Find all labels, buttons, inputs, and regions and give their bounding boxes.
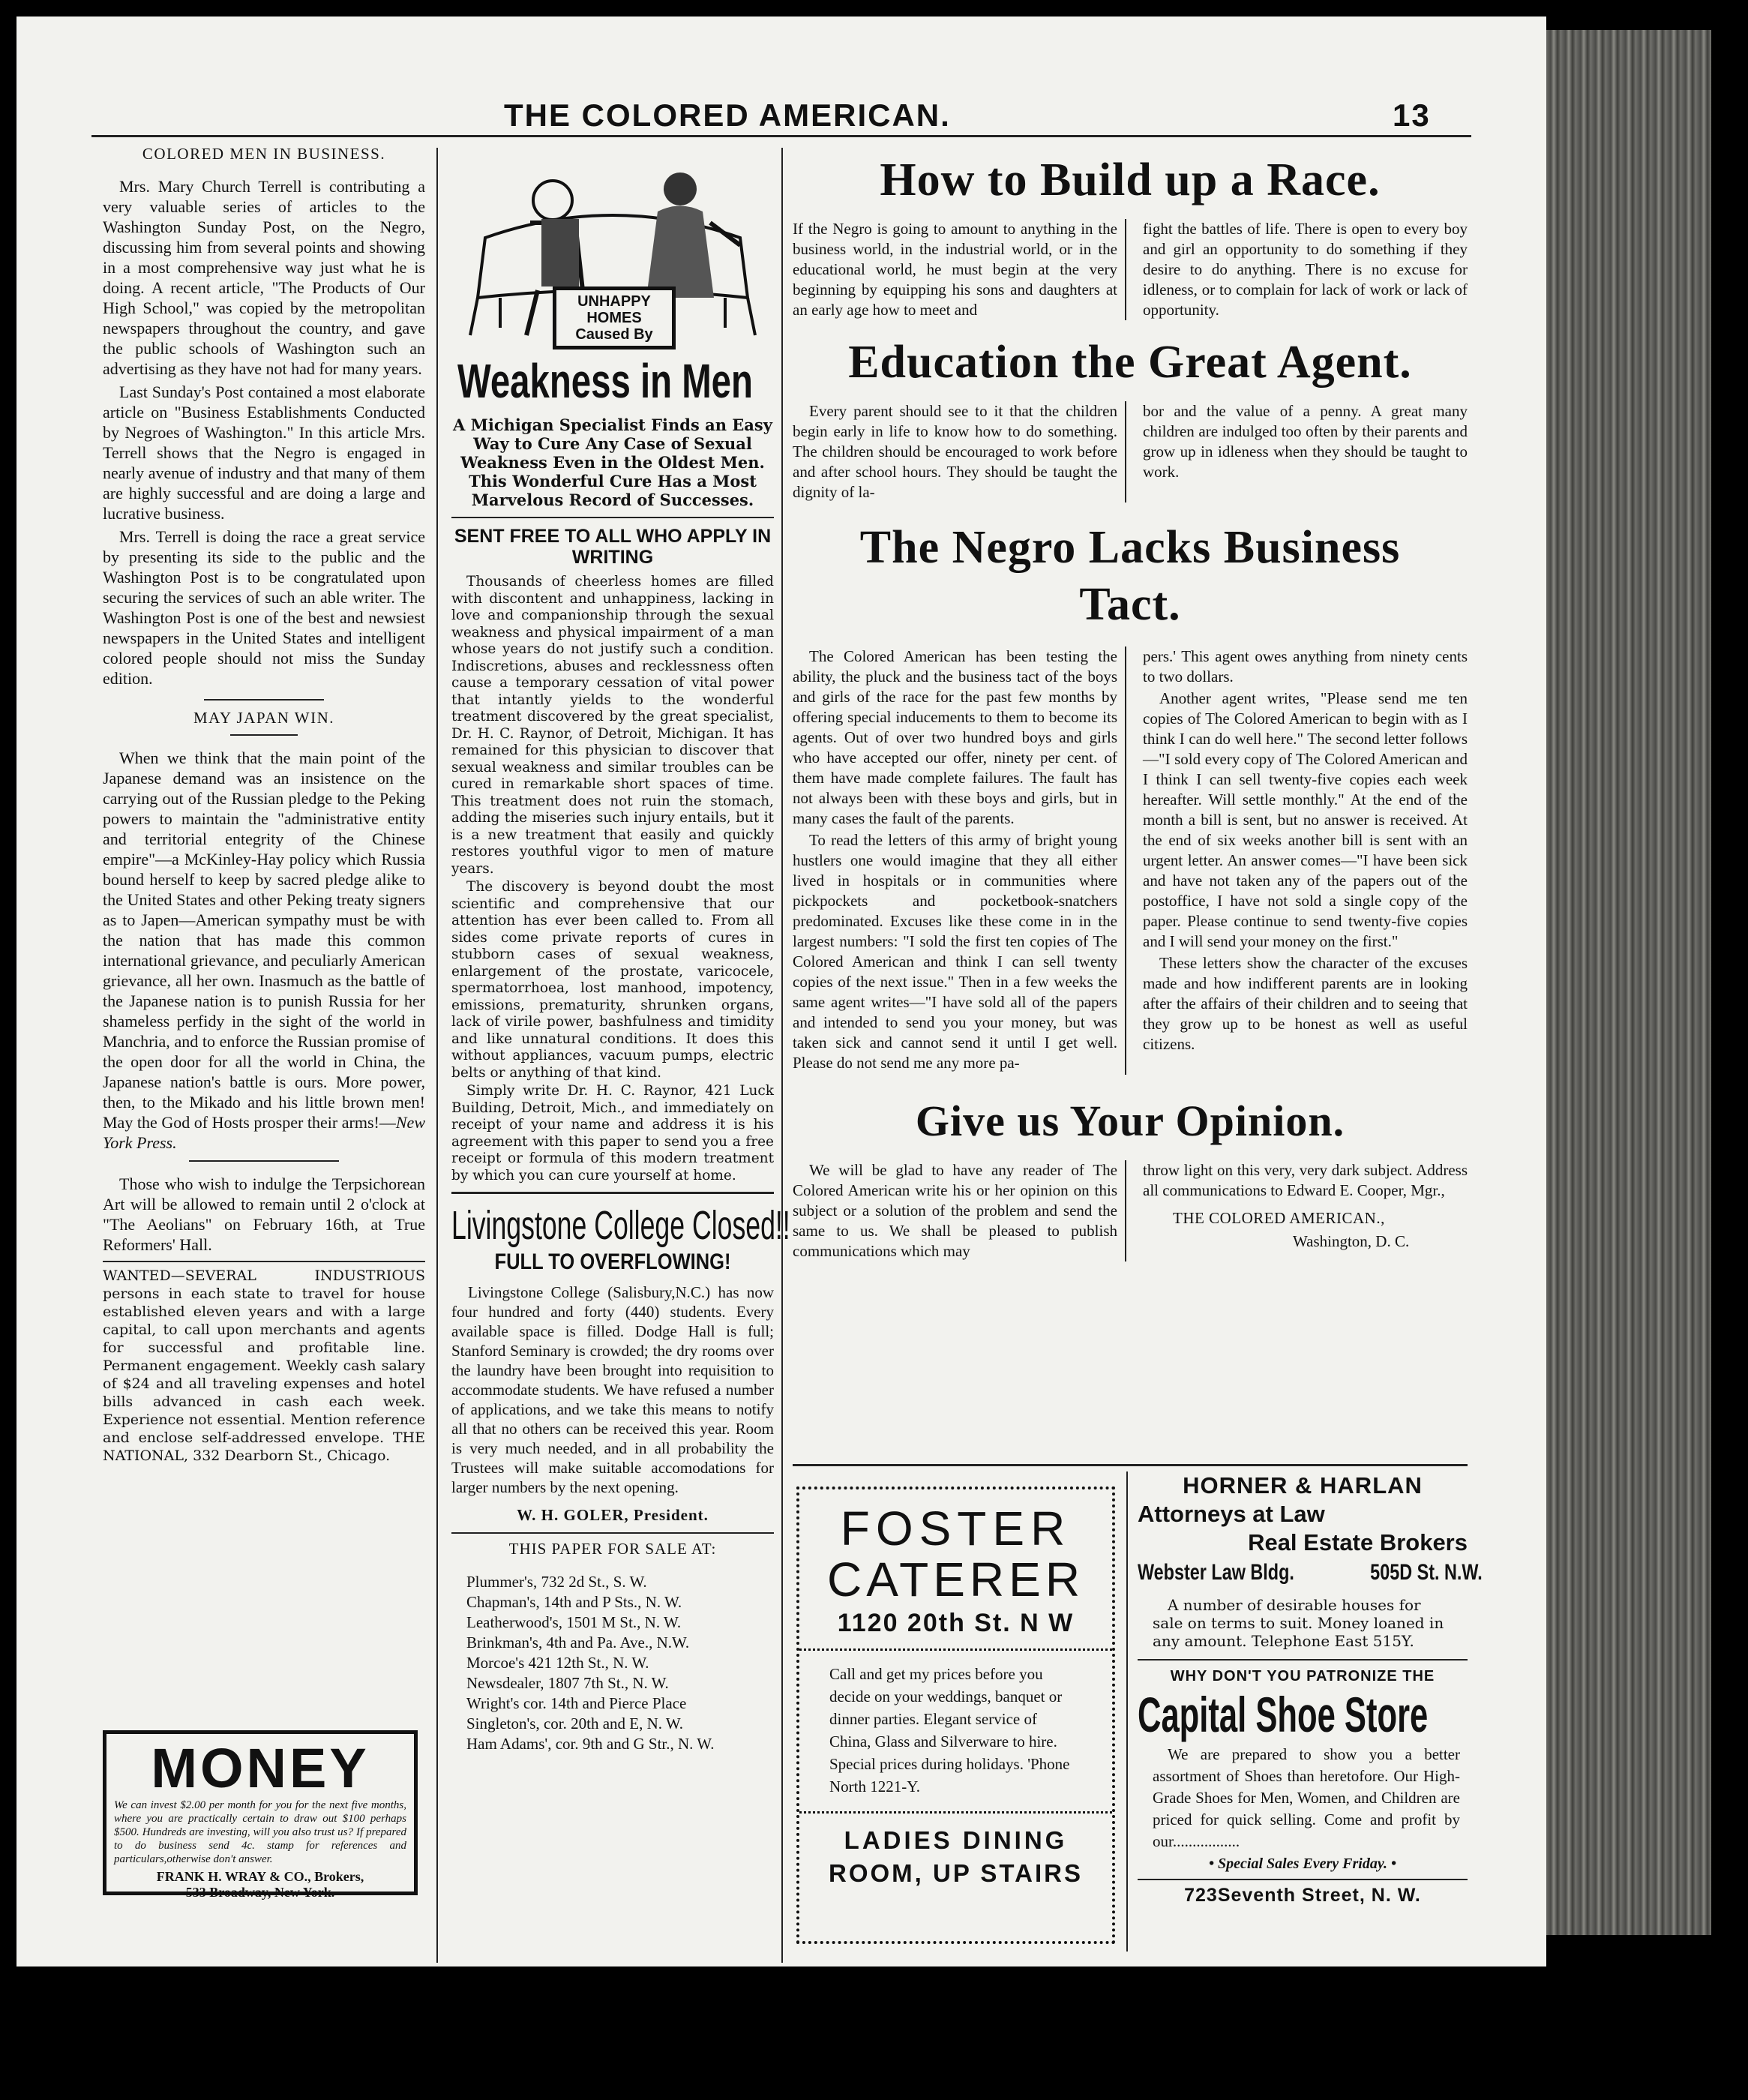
race-right: fight the battles of life. There is open to every boy and girl an opportunity to do something if they desire to do anything. There is no excuse for idleness, or to complain for lack of work or lack of opportunity. [1143,220,1468,319]
column-1 [103,144,425,1465]
tact-left [793,646,1126,1075]
foster-footer1: LADIES DINING [844,1826,1068,1854]
opinion-body [793,1160,1468,1262]
sale-location: Plummer's, 732 2d St., S. W. [466,1573,647,1591]
sale-location: Chapman's, 14th and P Sts., N. W. [466,1593,682,1611]
tact-paragraph: To read the letters of this army of bright young hustlers one would imagine that they all either lived in hospitals or in communities where pickpockets and pocketbook-snatchers predominated. Excuses like these come in in the largest numbers: "I sold the first ten copies of The Colored American and think I can sell twenty copies of the next issue." Then in a few weeks the same agent writes—"I have sold all of the papers and intended to send you your money, but was taken sick and cannot send it until I get well. Please do not send me any more pa- [793,831,1117,1072]
horner-bldg: Webster Law Bldg. [1138,1560,1294,1585]
sale-location: Morcoe's 421 12th St., N. W. [466,1654,649,1672]
opinion-left: We will be glad to have any reader of The Colored American write his or her opinion on this subject or a solution of the problem and send the same to us. We shall be pleased to publish communications which may [793,1160,1126,1262]
tact-paragraph: The Colored American has been testing the ability, the pluck and the business tact of the boys and girls of the race for the past few months by offering special inducements to them to become its agents. Out of over two hundred boys and girls who have accepted our offer, ninety per cent. of them have made complete failures. The fault has not always been with these boys and girls, but in many cases the fault of the parents. [793,647,1117,827]
foster-line1: FOSTER [840,1502,1072,1556]
weakness-paragraph: Simply write Dr. H. C. Raynor, 421 Luck Building, Detroit, Mich., and immediately on receipt of your name and address it is his agreement with this paper to send you a free receipt or formula of this modern treatment by which you can cure yourself at home. [451,1083,774,1184]
japan-article-title: MAY JAPAN WIN. [193,709,335,727]
education-right: bor and the value of a penny. A great many children are indulged too often by their parents and grow up in idleness when they should be taught to work. [1143,402,1468,481]
tact-paragraph: Another agent writes, "Please send me ten copies of The Colored American to begin with as I think I can do well here." The second letter follows—"I sold every copy of The Colored American and I think I can sell twenty-five copies each week hereafter. Will settle monthly." At the end of the month a bill is sent, but no answer is received. At the end of six weeks another bill is sent with an urgent letter. An answer comes—"I have been sick and have not taken any of the papers out of the postoffice, I have not sold a single copy of the paper. Please continue to send twenty-five copies and I will send your money on the first." [1143,689,1468,950]
article-rule [189,1160,339,1162]
shoe-tagline: WHY DON'T YOU PATRONIZE THE [1170,1668,1435,1684]
tact-paragraph: pers.' This agent owes anything from ninety cents to two dollars. [1143,647,1468,686]
opinion-right [1143,1160,1468,1262]
horner-line2: Attorneys at Law [1138,1501,1325,1527]
ads-top-rule [793,1464,1468,1466]
newspaper-page [16,16,1546,1966]
business-paragraph: Mrs. Terrell is doing the race a great service by presenting its side to the public and the Washington Post is to be congratulated upon securing the services of such an able writer. The Washington Post is one of the best and newsiest newspapers in the United States and intelligent colored people should not miss the Sunday edition. [103,527,425,688]
sale-location: Leatherwood's, 1501 M St., N. W. [466,1613,682,1631]
ad-rule [1138,1879,1468,1880]
tact-body [793,646,1468,1075]
weakness-ad-subhead: A Michigan Specialist Finds an Easy Way to Cure Any Case of Sexual Weakness Even in the Oldest Men. This Wonderful Cure Has a Most Marvelous Record of Successes. [453,416,772,509]
tact-right [1143,646,1468,1075]
ad-rule [451,1192,774,1194]
japan-source: New York Press. [103,1113,425,1152]
money-ad-headline: MONEY [151,1737,370,1799]
livingstone-signature: W. H. GOLER, President. [517,1506,709,1524]
column-divider-1 [436,148,438,1963]
horner-line1: HORNER & HARLAN [1183,1472,1423,1498]
opinion-headline: Give us Your Opinion. [915,1096,1345,1145]
tact-headline-line2: Tact. [1079,579,1181,630]
race-body [793,219,1468,320]
foster-address: 1120 20th St. N W [837,1609,1075,1637]
sale-location: Newsdealer, 1807 7th St., N. W. [466,1674,669,1692]
opinion-sign2: Washington, D. C. [1293,1232,1410,1250]
foster-divider [799,1811,1112,1814]
horner-line3: Real Estate Brokers [1248,1529,1468,1556]
horner-harlan-ad [1138,1472,1483,1906]
shoe-headline: Capital Shoe Store [1138,1687,1429,1742]
horner-addr: 505D St. N.W. [1370,1560,1483,1585]
opinion-sign1: THE COLORED AMERICAN., [1173,1209,1385,1227]
masthead-title: THE COLORED AMERICAN. [504,98,951,133]
tact-paragraph: These letters show the character of the excuses made and how indifferent parents are in looking after the affairs of their children and to seeing that they grow up to be honest as well as useful citizens. [1143,954,1468,1053]
livingstone-subhead: FULL TO OVERFLOWING! [494,1250,731,1274]
horner-address-row [1138,1560,1483,1586]
sent-free-heading: SENT FREE TO ALL WHO APPLY IN WRITING [454,526,772,568]
money-ad [103,1730,418,1900]
money-ad-address: 533 Broadway, New York. [185,1885,335,1900]
weakness-ad-headline: Weakness in Men [457,354,753,408]
foster-footer2: ROOM, UP STAIRS [829,1859,1083,1887]
column-2 [451,148,790,1754]
education-headline: Education the Great Agent. [848,337,1412,388]
tact-headline-line1: The Negro Lacks Business [859,522,1401,573]
foster-line2: CATERER [826,1552,1085,1606]
education-body [793,401,1468,502]
article-rule [103,1261,425,1262]
column-divider-2 [781,148,783,1963]
shoe-special: • Special Sales Every Friday. • [1209,1856,1396,1872]
sale-location: Brinkman's, 4th and Pa. Ave., N.W. [466,1634,690,1652]
livingstone-paragraph: Livingstone College (Salisbury,N.C.) has now four hundred and forty (440) students. Every available space is filled. Dodge Hall is full; Stanford Seminary is crowded; the dry rooms over the laundry have been brought into requisition to accommodate students. We have refused a number of applications, and we take this means to notify all that no others can be received this year. Room is very much needed, and in all probability the Trustees will make suitable accomodations for larger numbers by the next opening. [451,1283,774,1496]
shoe-body: We are prepared to show you a better assortment of Shoes than heretofore. Our High-Grade Shoes for Men, Women, and Children are priced for quick selling. Come and profit by our................. [1153,1745,1460,1850]
sale-location: Singleton's, cor. 20th and E, N. W. [466,1714,684,1732]
race-left: If the Negro is going to amount to anything in the business world, in the industrial world, or in the educational world, he must begin at the very beginning by equipping his sons and daughters at an early age how to meet and [793,219,1126,320]
livingstone-headline: Livingstone College Closed!! [451,1203,790,1248]
shoe-address: 723Seventh Street, N. W. [1184,1885,1421,1906]
horner-body: A number of desirable houses for sale on terms to suit. Money loaned in any amount. Telephone East 515Y. [1153,1596,1444,1650]
article-rule [230,734,298,736]
ad-rule [451,1532,774,1534]
business-paragraph: Mrs. Mary Church Terrell is contributing a very valuable series of articles to the Washington Sunday Post, on the Negro, discussing him from several points and showing in a most comprehensive way just what he is doing. A recent article, "The Products of Our High School," was copied by the metropolitan newspapers throughout the country, and gave the public schools of Washington such an advertising as they have not had for many years. [103,177,425,378]
business-article-title: COLORED MEN IN BUSINESS. [142,145,386,163]
foster-caterer-ad [796,1486,1115,1944]
weakness-ad-body [451,574,774,1184]
for-sale-list [451,1572,774,1754]
ads-divider [1126,1472,1128,1952]
foster-divider [799,1648,1112,1651]
money-ad-body: We can invest $2.00 per month for you for the next five months, where you are practically certain to draw out $100 perhaps $500. Hundreds are investing, will you also trust us? If prepared to do business send 4c. stamp for references and particulars,otherwise don't answer. [114,1799,406,1865]
japan-paragraph: When we think that the main point of the Japanese demand was an insistence on the carrying out of the Russian pledge to the Peking powers to maintain the "administrative entity and territorial entegrity of the Chinese empire"—a McKinley-Hay policy which Russia bound herself to keep by sacred pledge alike to the United States and other Peking treaty signers as to Japen—American sympathy must be with the nation that has made this common international grievance, and peculiarly American grievance, all her own. Inasmuch as the battle of the Japanese nation is to punish Russia for her shameless perfidy in the sight of the world in Manchria, and to enforce the Russian promise of the open door for all the world in China, the Japanese nation's battle is ours. More power, then, to the Mikado and his little brown men! May the God of Hosts prosper their arms!—New York Press. [103,748,425,1152]
main-articles [793,152,1468,1262]
weakness-paragraph: The discovery is beyond doubt the most scientific and comprehensive that our attention has ever been called to. From all sides come private reports of cures in stubborn cases of sexual weakness, enlargement of the prostate, varicocele, spermatorrhoea, lost manhood, impotency, emissions, prematurity, shrunken organs, lack of virile power, bashfulness and timidity and like unnatural conditions. It does this without appliances, vacuum pumps, electric belts or anything of that kind. [451,879,774,1081]
sale-location: Wright's cor. 14th and Pierce Place [466,1694,687,1712]
money-ad-firm: FRANK H. WRAY & CO., Brokers, [156,1869,364,1884]
terpsichorean-notice: Those who wish to indulge the Terpsichorean Art will be allowed to remain until 2 o'clock at "The Aeolians" on February 16th, at True Reformers' Hall. [103,1174,425,1254]
weakness-ad-illustration [455,148,770,354]
opinion-right-text: throw light on this very, very dark subject. Address all communications to Edward E. Cooper, Mgr., [1143,1161,1468,1199]
book-page-edges [1546,30,1711,1935]
education-left: Every parent should see to it that the children begin early in life to know how to do something. The children should be encouraged to work before and after school hours. They should be taught the dignity of la- [793,401,1126,502]
ad-rule [1138,1659,1468,1660]
page-number: 13 [1393,98,1431,133]
unhappy-homes-label: UNHAPPY HOMES Caused By [553,286,676,350]
wanted-ad: WANTED—SEVERAL INDUSTRIOUS persons in each state to travel for house established eleven years and with a large capital, to call upon merchants and agents for successful and profitable line. Permanent engagement. Weekly cash salary of $24 and all traveling expenses and hotel bills advanced in cash each week. Experience not essential. Mention reference and enclose self-addressed envelope. THE NATIONAL, 332 Dearborn St., Chicago. [103,1268,425,1464]
header-rule [91,135,1471,137]
ad-rule [451,517,774,518]
for-sale-title: THIS PAPER FOR SALE AT: [508,1540,717,1558]
weakness-paragraph: Thousands of cheerless homes are filled with discontent and unhappiness, lacking in love and companionship through the sexual weakness and physical impairment of a man whose years do not justify such a condition. Indiscretions, abuses and recklessness often cause a temporary cessation of vital power that intantly yields to the wonderful treatment discovered by the great specialist, Dr. H. C. Raynor, of Detroit, Michigan. It has remained for this physician to discover that sexual weakness and similar troubles can be cured in remarkable short spaces of time. This treatment does not ruin the stomach, adding the miseries such injury entails, but it is a new treatment that easily and quickly restores youthful vigor to men of mature years. [451,574,774,877]
article-rule [204,699,324,700]
race-headline: How to Build up a Race. [880,154,1381,206]
sale-location: Ham Adams', cor. 9th and G Str., N. W. [466,1735,715,1753]
foster-body: Call and get my prices before you decide on your weddings, banquet or dinner parties. Elegant service of China, Glass and Silverware to hire. Special prices during holidays. 'Phone North 1221-Y. [829,1665,1070,1796]
business-paragraph: Last Sunday's Post contained a most elaborate article on "Business Establishments Conducted by Negroes of Washington." In this article Mrs. Terrell shows that the Negro is engaged in nearly avenue of industry and that many of them are highly successful and are doing a large and lucrative business. [103,382,425,523]
